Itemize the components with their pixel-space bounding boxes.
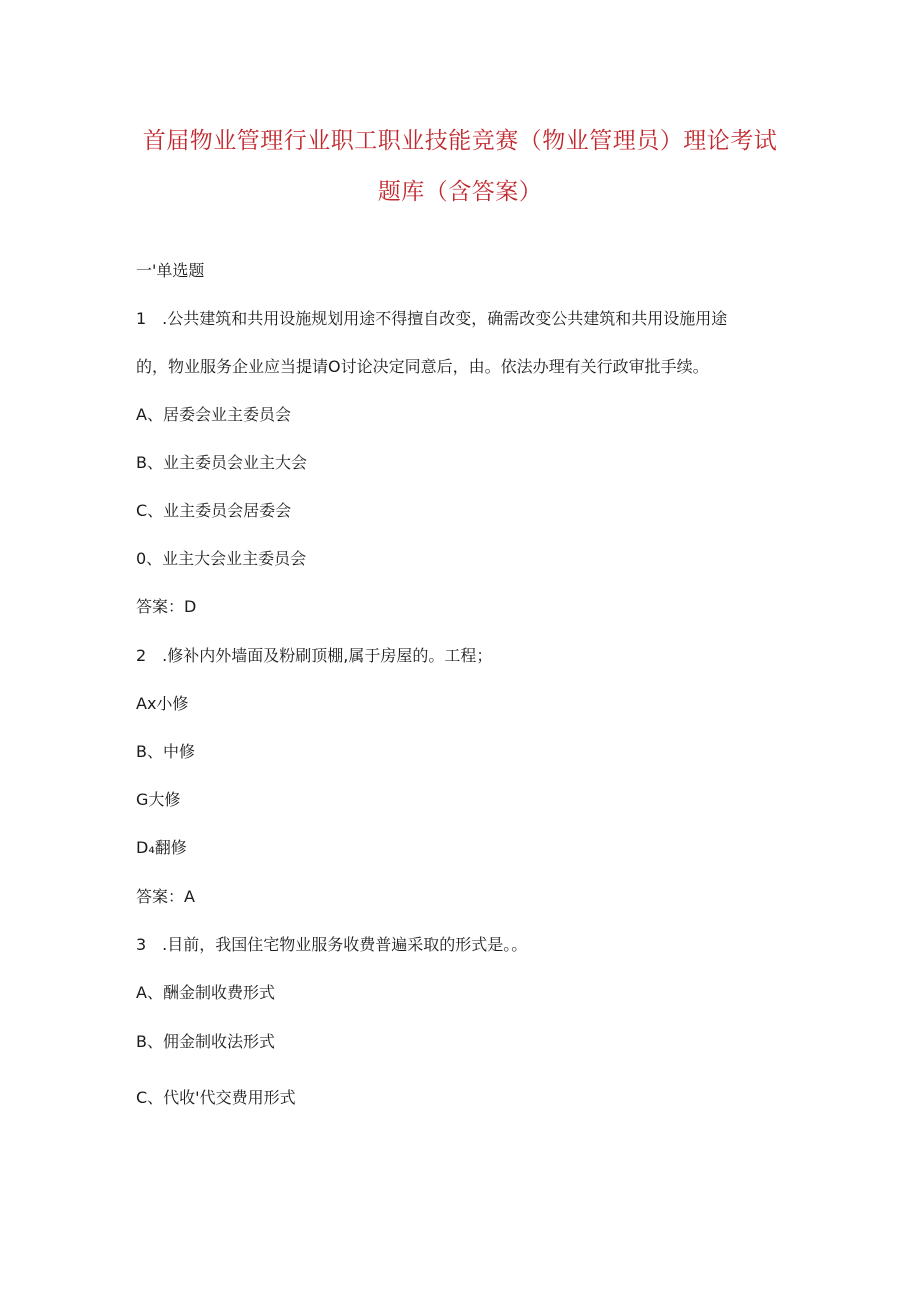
question-2-option-b: B、中修	[136, 742, 195, 761]
section-heading: 一'单选题	[136, 261, 205, 280]
question-1-option-b: B、业主委员会业主大会	[136, 453, 307, 472]
question-3-option-a: A、酬金制收费形式	[136, 983, 275, 1002]
question-2-option-d: D₄翻修	[136, 838, 187, 857]
question-3-option-c: C、代收'代交费用形式	[136, 1088, 296, 1107]
question-3-option-b: B、佣金制收法形式	[136, 1032, 275, 1051]
question-1-stem-line-2: 的，物业服务企业应当提请O讨论决定同意后，由。依法办理有关行政审批手续。	[136, 357, 709, 376]
document-title-line-1: 首届物业管理行业职工职业技能竞赛（物业管理员）理论考试	[142, 128, 778, 154]
question-2-answer: 答案：A	[136, 887, 195, 906]
question-3-stem: 3 .目前，我国住宅物业服务收费普遍采取的形式是。。	[136, 935, 528, 954]
question-2-stem: 2 .修补内外墙面及粉刷顶棚,属于房屋的。工程；	[136, 646, 493, 665]
question-2-option-a: Ax小修	[136, 694, 189, 713]
question-1-option-c: C、业主委员会居委会	[136, 501, 292, 520]
question-1-stem-line-1: 1 .公共建筑和共用设施规划用途不得擅自改变，确需改变公共建筑和共用设施用途	[136, 309, 728, 328]
question-1-option-d: 0、业主大会业主委员会	[136, 549, 307, 568]
question-1-answer: 答案：D	[136, 597, 197, 616]
question-2-option-c: G大修	[136, 790, 181, 809]
question-1-option-a: A、居委会业主委员会	[136, 405, 291, 424]
document-title-line-2: 题库（含答案）	[377, 179, 543, 205]
